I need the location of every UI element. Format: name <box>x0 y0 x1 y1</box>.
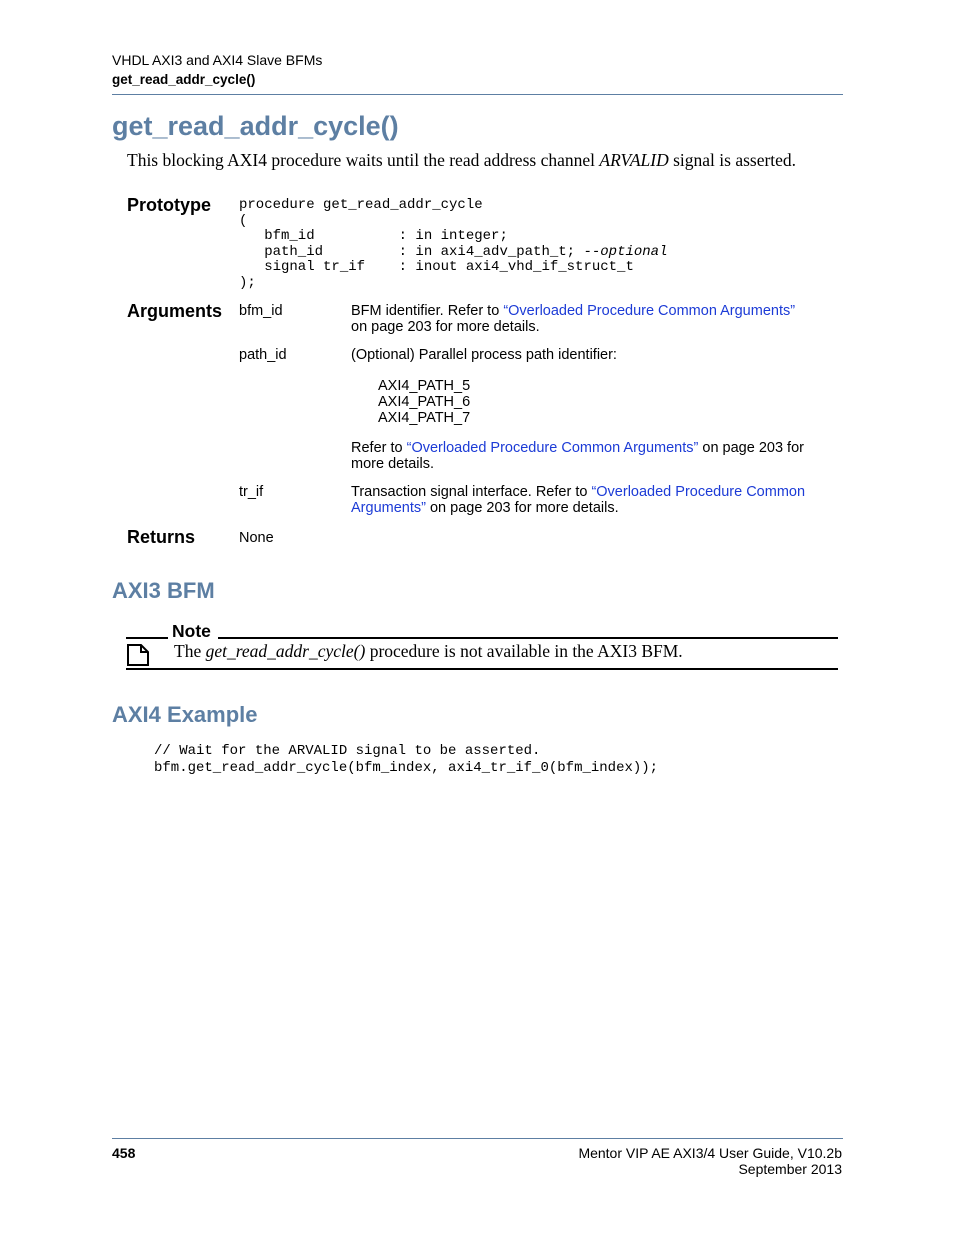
arg-desc-text: on page 203 for more details. <box>425 500 619 516</box>
intro-signal: ARVALID <box>599 150 669 170</box>
arguments-label: Arguments <box>127 301 223 321</box>
overloaded-args-link[interactable]: “Overloaded Procedure Common <box>591 484 806 500</box>
note-top-rule-right <box>218 637 838 639</box>
arg-name-tr-if: tr_if <box>239 484 264 500</box>
overloaded-args-link[interactable]: “Overloaded Procedure Common Arguments” <box>503 303 796 319</box>
arg-desc-text: on page 203 for more details. <box>351 319 540 335</box>
prototype-code <box>239 198 667 291</box>
prototype-line: ( <box>239 212 248 229</box>
note-label: Note <box>172 621 211 641</box>
axi3-heading: AXI3 BFM <box>112 578 215 603</box>
note-procedure: get_read_addr_cycle() <box>205 641 366 661</box>
arg-desc-text: BFM identifier. Refer to <box>351 303 504 319</box>
arg-desc-text: more details. <box>351 456 435 472</box>
prototype-label: Prototype <box>127 195 212 215</box>
arg-desc-bfm-id <box>351 303 795 335</box>
code-line: // Wait for the ARVALID signal to be asserted. <box>154 743 541 759</box>
note-text <box>174 641 683 662</box>
arg-desc-text: Transaction signal interface. Refer to <box>351 484 592 500</box>
header-rule <box>112 94 843 95</box>
prototype-line: signal tr_if : inout axi4_vhd_if_struct_t <box>239 259 634 275</box>
footer-date: September 2013 <box>738 1161 842 1177</box>
optional-comment: --optional <box>583 243 668 260</box>
arg-desc-tr-if <box>351 484 805 516</box>
arg-desc-text: on page 203 for <box>698 440 804 456</box>
prototype-line-text: path_id : in axi4_adv_path_t; <box>239 243 584 260</box>
path-value: AXI4_PATH_6 <box>378 394 471 410</box>
prototype-line: procedure get_read_addr_cycle <box>239 197 483 213</box>
intro-text-after: signal is asserted. <box>668 150 797 170</box>
footer-rule <box>112 1138 843 1139</box>
intro-paragraph <box>127 150 796 171</box>
overloaded-args-link[interactable]: Arguments” <box>351 500 426 516</box>
prototype-line <box>239 245 667 261</box>
axi4-heading: AXI4 Example <box>112 702 258 727</box>
arg-desc-path-id: (Optional) Parallel process path identifier: <box>351 347 617 363</box>
intro-text-before: This blocking AXI4 procedure waits until the read address channel <box>127 150 600 170</box>
note-text-after: procedure is not available in the AXI3 BFM. <box>365 641 683 661</box>
path-values-list <box>378 378 470 426</box>
arg-desc-text: Refer to <box>351 440 407 456</box>
arg-name-path-id: path_id <box>239 347 287 363</box>
returns-value: None <box>239 530 274 546</box>
page-title: get_read_addr_cycle() <box>112 111 399 141</box>
path-value: AXI4_PATH_5 <box>378 378 471 394</box>
prototype-line: ); <box>239 274 256 291</box>
path-value: AXI4_PATH_7 <box>378 410 471 426</box>
overloaded-args-link[interactable]: “Overloaded Procedure Common Arguments” <box>406 440 699 456</box>
arg-refer-path-id <box>351 440 804 472</box>
example-code <box>154 743 658 777</box>
returns-label: Returns <box>127 527 196 547</box>
running-header-section: get_read_addr_cycle() <box>112 72 256 87</box>
code-line: bfm.get_read_addr_cycle(bfm_index, axi4_tr_if_0(bfm_index)); <box>154 760 659 776</box>
footer-guide: Mentor VIP AE AXI3/4 User Guide, V10.2b <box>578 1145 842 1161</box>
running-header-title: VHDL AXI3 and AXI4 Slave BFMs <box>112 52 323 68</box>
note-text-before: The <box>174 641 206 661</box>
arg-name-bfm-id: bfm_id <box>239 303 283 319</box>
note-bottom-rule <box>126 668 838 670</box>
prototype-line: bfm_id : in integer; <box>239 228 508 244</box>
note-top-rule-left <box>126 637 168 639</box>
page-number: 458 <box>112 1145 136 1161</box>
